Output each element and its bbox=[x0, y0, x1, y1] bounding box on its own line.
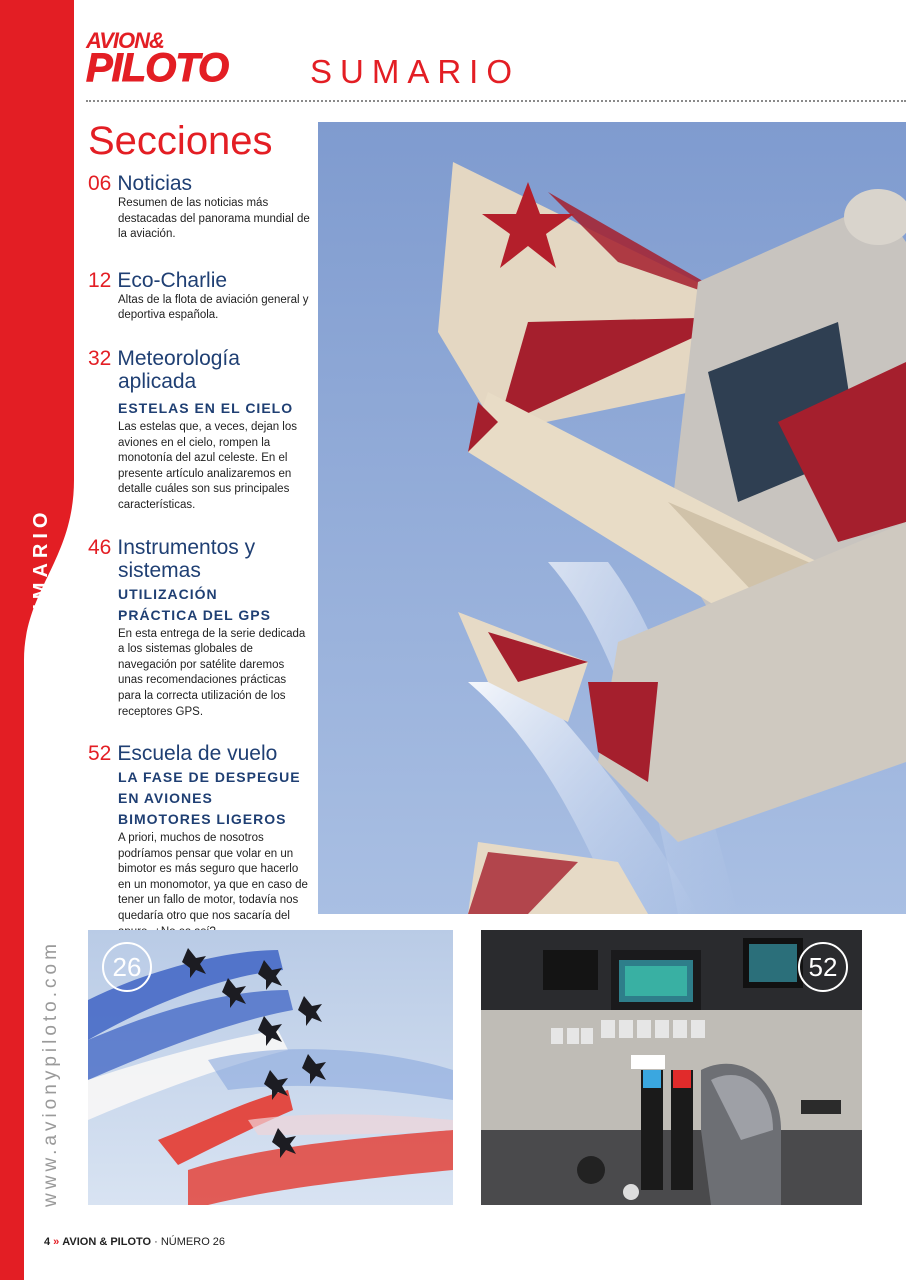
section-heading: Meteorología bbox=[117, 346, 240, 370]
section-description: Altas de la flota de aviación general y deportiva española. bbox=[118, 293, 309, 322]
sidebar-shape bbox=[0, 0, 74, 1280]
logo-main-text: PILOTO bbox=[86, 46, 229, 90]
section-item[interactable] bbox=[88, 269, 310, 324]
sections-heading: Secciones bbox=[88, 119, 273, 163]
sidebar bbox=[0, 0, 74, 1280]
section-heading-line2: sistemas bbox=[118, 558, 201, 582]
logo-top-text: AVION& bbox=[86, 28, 164, 53]
divider bbox=[86, 100, 906, 102]
page-badge-52: 52 bbox=[798, 942, 848, 992]
section-number: 12 bbox=[88, 268, 112, 292]
page-number: 4 bbox=[44, 1236, 51, 1248]
section-item[interactable] bbox=[88, 536, 310, 721]
website-url[interactable]: www.avionypiloto.com bbox=[40, 940, 61, 1207]
aircraft-illustration bbox=[318, 122, 906, 914]
page-title: SUMARIO bbox=[310, 53, 521, 90]
section-number: 32 bbox=[88, 346, 112, 370]
section-number: 46 bbox=[88, 535, 112, 559]
section-heading: Instrumentos y bbox=[117, 535, 256, 559]
magazine-name: AVION & PILOTO bbox=[62, 1236, 152, 1248]
section-item[interactable] bbox=[88, 742, 310, 940]
issue-number: · NÚMERO 26 bbox=[154, 1236, 226, 1248]
section-description: En esta entrega de la serie dedicada a los sistemas globales de navegación por satélite daremos unas recomendaciones prácticas para la correcta utilización de los receptores GPS. bbox=[118, 627, 306, 718]
main-photo-aircraft bbox=[318, 122, 906, 914]
section-heading: Noticias bbox=[117, 172, 193, 195]
section-item[interactable] bbox=[88, 172, 310, 243]
section-description: A priori, muchos de nosotros podríamos pensar que volar en un bimotor es más seguro que hacerlo en un monomotor, ya que en caso de tener un fallo de motor, todavía nos quedaría otro que nos sacaría del bbox=[118, 832, 308, 923]
section-heading: Eco-Charlie bbox=[117, 268, 228, 292]
section-number: 52 bbox=[88, 742, 112, 766]
photo-formation bbox=[88, 930, 453, 1205]
section-subtitle: UTILIZACIÓN PRÁCTICA DEL GPS bbox=[118, 585, 271, 623]
section-description: Resumen de las noticias más destacadas del panorama mundial de la aviación. bbox=[118, 197, 310, 241]
sections-column bbox=[88, 118, 310, 940]
footer bbox=[44, 1236, 225, 1248]
section-subtitle: LA FASE DE DESPEGUE EN AVIONES BIMOTORES LIGEROS bbox=[118, 769, 301, 828]
masthead bbox=[86, 30, 906, 102]
page-badge-26: 26 bbox=[102, 942, 152, 992]
section-heading-line2: aplicada bbox=[118, 369, 197, 393]
photo-cockpit bbox=[481, 930, 862, 1205]
section-subtitle: ESTELAS EN EL CIELO bbox=[118, 399, 294, 416]
arrow-icon: » bbox=[53, 1236, 60, 1248]
section-description: Las estelas que, a veces, dejan los aviones en el cielo, rompen la monotonía del azul celeste. En el presente artículo analizaremos en detalle cuáles son sus principales características. bbox=[118, 420, 298, 511]
section-heading: Escuela de vuelo bbox=[117, 742, 278, 766]
section-item[interactable] bbox=[88, 347, 310, 514]
section-number: 06 bbox=[88, 172, 112, 195]
sidebar-label: SUMARIO bbox=[30, 507, 52, 637]
